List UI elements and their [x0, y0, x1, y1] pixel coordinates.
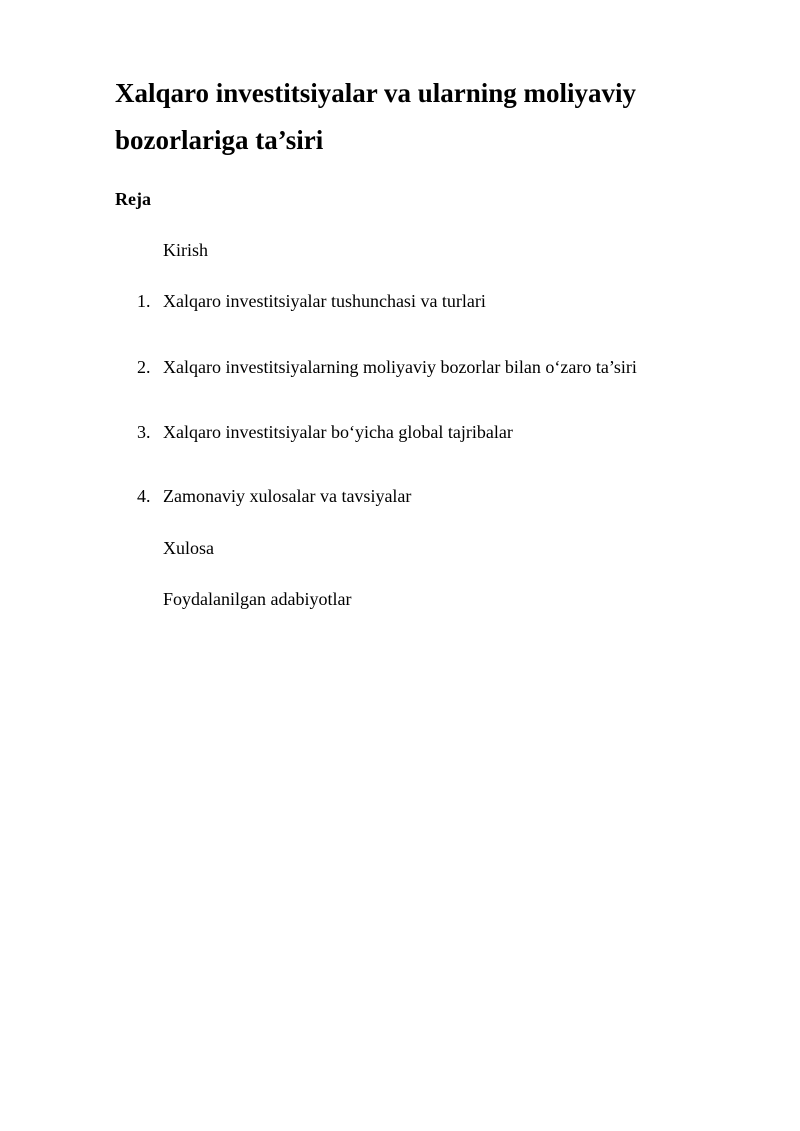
plan-item-references: Foydalanilgan adabiyotlar [163, 589, 352, 609]
plan-item-text: Zamonaviy xulosalar va tavsiyalar [163, 486, 412, 506]
plan-item-text: Xalqaro investitsiyalar bo‘yicha global tajribalar [163, 422, 513, 442]
plan-heading: Reja [115, 189, 151, 209]
plan-item-text: Xalqaro investitsiyalar tushunchasi va turlari [163, 291, 486, 311]
plan-item-number: 4. [137, 486, 151, 506]
plan-item-conclusion: Xulosa [163, 538, 214, 558]
plan-item-number: 1. [137, 291, 151, 311]
plan-item-text: Xalqaro investitsiyalarning moliyaviy bozorlar bilan o‘zaro ta’siri [163, 357, 637, 377]
plan-item-number: 3. [137, 422, 151, 442]
plan-item-number: 2. [137, 357, 151, 377]
document-title: Xalqaro investitsiyalar va ularning moliyaviy bozorlariga ta’siri [115, 78, 637, 155]
plan-item-intro: Kirish [163, 240, 208, 260]
